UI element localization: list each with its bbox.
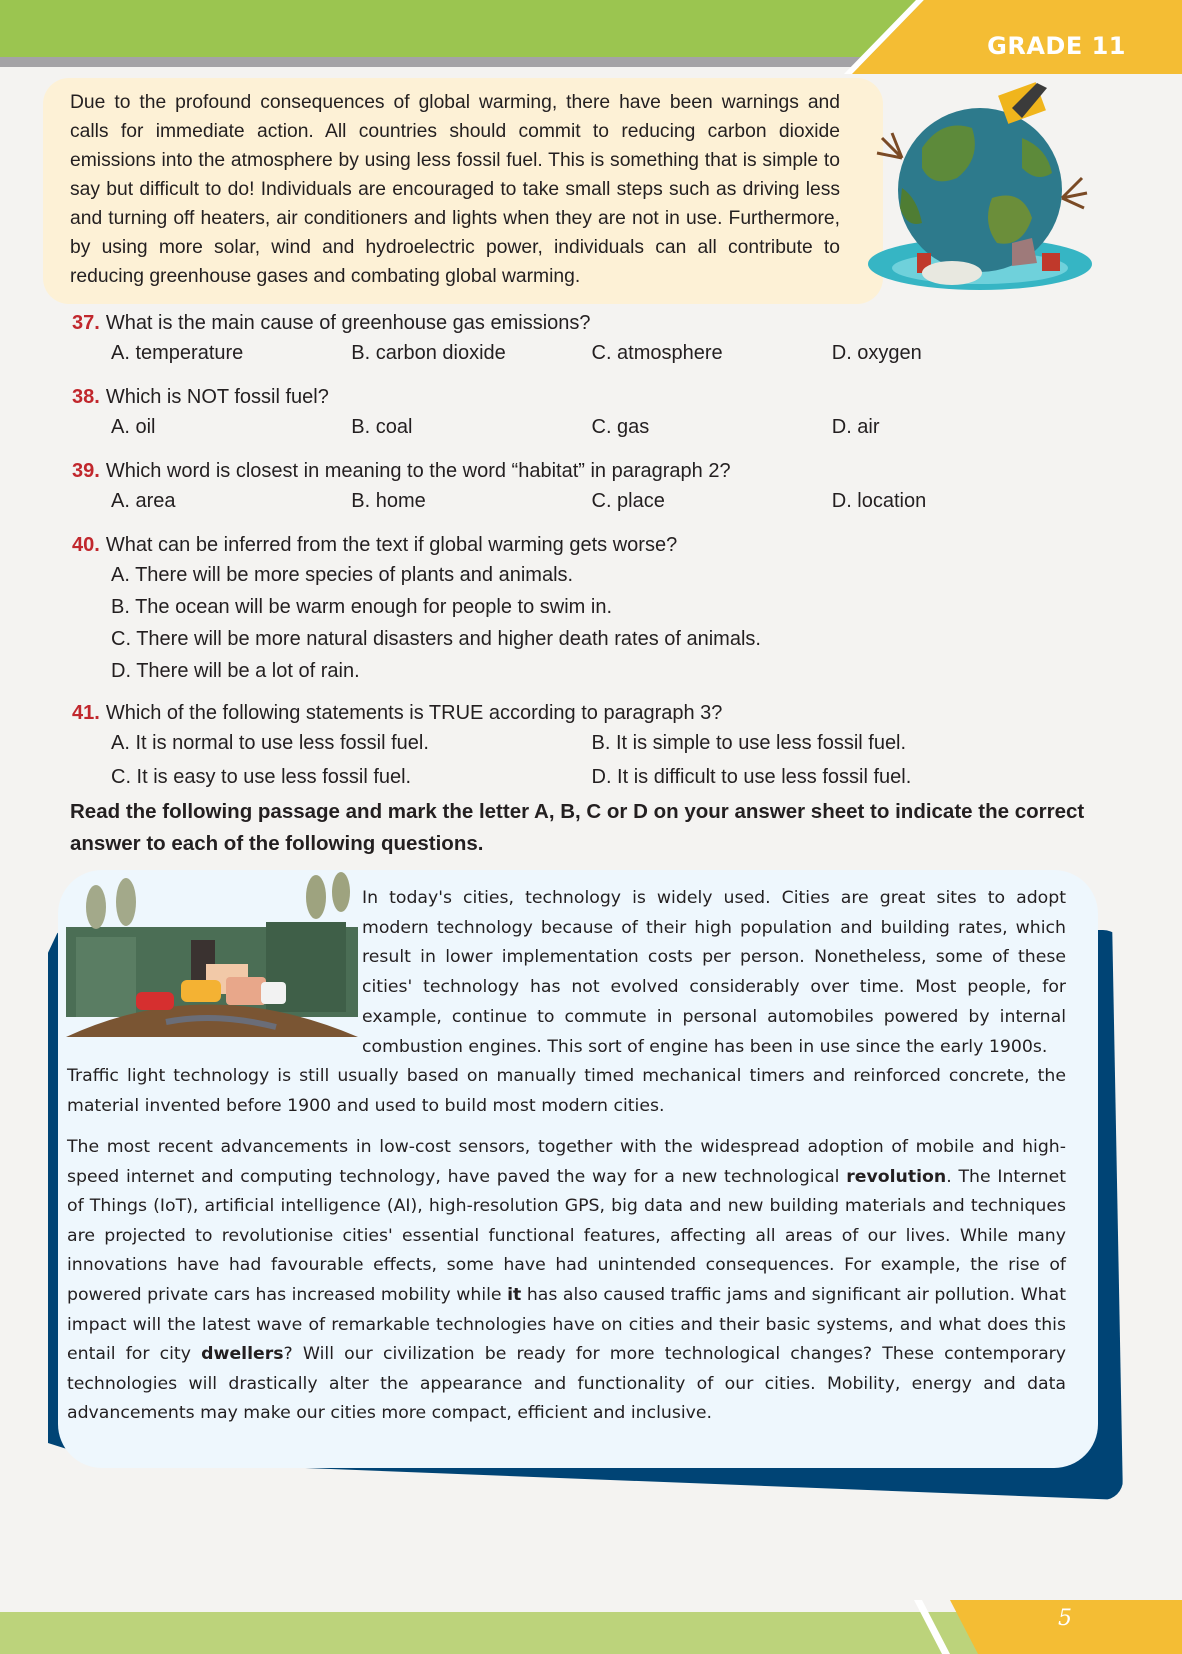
polluted-earth-illustration-icon xyxy=(862,78,1092,300)
keyword-revolution: revolution xyxy=(846,1166,947,1187)
polluted-city-illustration-icon xyxy=(66,872,358,1042)
option-a[interactable]: A. It is normal to use less fossil fuel. xyxy=(111,732,429,754)
option-b[interactable]: B. The ocean will be warm enough for people to swim in. xyxy=(111,596,613,618)
question-41 xyxy=(72,702,1072,732)
question-text: What can be inferred from the text if global warming gets worse? xyxy=(105,534,678,556)
option-c[interactable]: C. There will be more natural disasters and higher death rates of animals. xyxy=(111,628,761,650)
question-number: 41. xyxy=(72,702,100,724)
question-number: 37. xyxy=(72,312,100,334)
paragraph-text: . The Internet of Things (IoT), artificial intelligence (AI), high-resolution GPS, big data and new building materials and techniques are projected to revolutionise cities' essential functional features, affecting all areas of our lives. While many innovations have had favourable effects, some have had unintended consequences. For example, the rise of powered private cars has increased mobility while xyxy=(67,1166,1066,1305)
question-number: 39. xyxy=(72,460,100,482)
option-a[interactable]: A. oil xyxy=(111,416,156,438)
question-number: 40. xyxy=(72,534,100,556)
keyword-it: it xyxy=(507,1284,522,1305)
paragraph-text: The most recent advancements in low-cost sensors, together with the widespread adoption of mobile and high-speed internet and computing technology, have paved the way for a new technological xyxy=(67,1137,1066,1187)
question-text: Which word is closest in meaning to the word “habitat” in paragraph 2? xyxy=(105,460,731,482)
paragraph-text: ? Will our civilization be ready for more technological changes? These contemporary technologies will drastically alter the appearance and functionality of our cities. Mobility, energy and data advancements may make our cities more compact, efficient and inclusive. xyxy=(67,1344,1066,1424)
question-37 xyxy=(72,312,1072,342)
paragraph-text: has also caused traffic jams and significant air pollution. What impact will the latest wave of remarkable technologies have on cities and their basic systems, and what does this entail for city xyxy=(67,1284,1066,1365)
passage2-paragraph2 xyxy=(67,1133,1066,1429)
keyword-dwellers: dwellers xyxy=(201,1344,284,1365)
options-stack xyxy=(72,564,1072,692)
option-b[interactable]: B. carbon dioxide xyxy=(351,342,506,364)
option-c[interactable]: C. place xyxy=(591,490,665,512)
option-c[interactable]: C. atmosphere xyxy=(591,342,723,364)
option-a[interactable]: A. There will be more species of plants and animals. xyxy=(111,564,574,586)
header-grey-band xyxy=(0,57,910,67)
grade-label: GRADE 11 xyxy=(987,32,1126,60)
passage2-paragraph1-intro: In today's cities, technology is widely used. Cities are great sites to adopt modern technology because of their high population and building rates, which result in lower implementation costs per person. Nonetheless, some of these cities' technology has not evolved considerably over time. Most people, for example, continue to commute in personal automobiles powered by internal combustion engines. This sort of engine has been in use since the early 1900s. xyxy=(362,888,1066,1057)
options-row xyxy=(72,490,1072,524)
option-d[interactable]: D. location xyxy=(831,490,927,512)
options-row xyxy=(72,732,1072,766)
page-number: 5 xyxy=(1058,1606,1072,1631)
question-text: What is the main cause of greenhouse gas emissions? xyxy=(105,312,591,334)
options-row xyxy=(72,766,1072,800)
option-c[interactable]: C. It is easy to use less fossil fuel. xyxy=(111,766,412,788)
options-row xyxy=(72,416,1072,450)
question-39 xyxy=(72,460,1072,490)
section-instruction: Read the following passage and mark the letter A, B, C or D on your answer sheet to indicate the correct answer to each of the following questions. xyxy=(70,800,1085,855)
option-b[interactable]: B. coal xyxy=(351,416,413,438)
passage2-paragraph1-continued: Traffic light technology is still usually based on manually timed mechanical timers and reinforced concrete, the material invented before 1900 and used to build most modern cities. xyxy=(67,1066,1066,1116)
passage1-text: Due to the profound consequences of global warming, there have been warnings and calls for immediate action. All countries should commit to reducing carbon dioxide emissions into the atmosphere by using less fossil fuel. This is something that is simple to say but difficult to do! Individuals are encouraged to take small steps such as driving less and turning off heaters, air conditioners and lights when they are not in use. Furthermore, by using more solar, wind and hydroelectric power, individuals can all contribute to reducing greenhouse gases and combating global warming. xyxy=(70,92,840,287)
options-row xyxy=(72,342,1072,376)
option-d[interactable]: D. oxygen xyxy=(831,342,922,364)
question-38 xyxy=(72,386,1072,416)
option-c[interactable]: C. gas xyxy=(591,416,650,438)
option-a[interactable]: A. area xyxy=(111,490,176,512)
question-number: 38. xyxy=(72,386,100,408)
option-b[interactable]: B. It is simple to use less fossil fuel. xyxy=(591,732,907,754)
option-d[interactable]: D. air xyxy=(831,416,880,438)
option-b[interactable]: B. home xyxy=(351,490,426,512)
option-a[interactable]: A. temperature xyxy=(111,342,244,364)
question-40 xyxy=(72,534,1072,564)
question-text: Which of the following statements is TRUE according to paragraph 3? xyxy=(105,702,723,724)
question-list xyxy=(72,312,1072,800)
question-text: Which is NOT fossil fuel? xyxy=(105,386,329,408)
option-d[interactable]: D. It is difficult to use less fossil fuel. xyxy=(591,766,912,788)
option-d[interactable]: D. There will be a lot of rain. xyxy=(111,660,360,682)
